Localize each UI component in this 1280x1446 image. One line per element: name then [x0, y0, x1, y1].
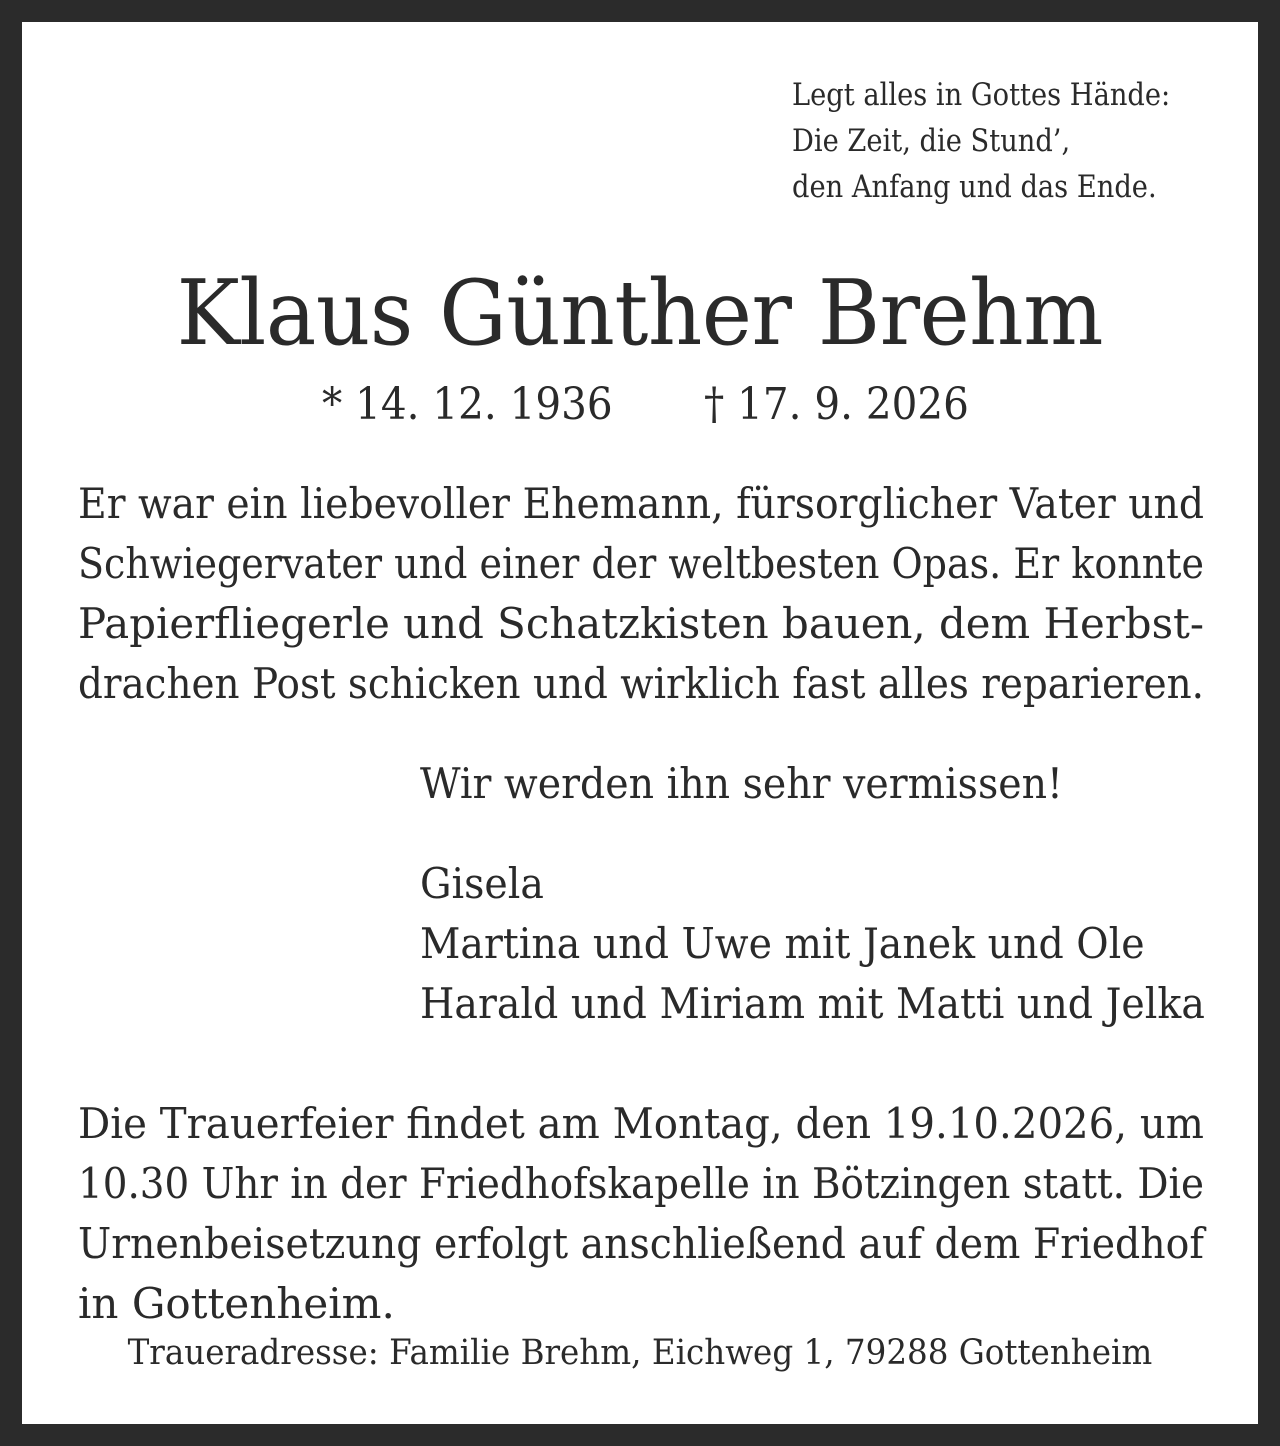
- motto-verse: [792, 72, 1170, 210]
- obituary-notice: [22, 22, 1258, 1424]
- mourner-entry: Harald und Miriam mit Matti und Jelka: [420, 979, 1205, 1028]
- tagline: Wir werden ihn sehr vermissen!: [420, 759, 1063, 808]
- tribute-paragraph: [78, 474, 1204, 714]
- mourner-entry: Martina und Uwe mit Janek und Ole: [420, 919, 1145, 968]
- motto-line: den Anfang und das Ende.: [792, 169, 1157, 205]
- tribute-line: Papierfliegerle und Schatzkisten bauen, dem Herbst-: [78, 599, 1205, 648]
- motto-line: Legt alles in Gottes Hände:: [792, 77, 1171, 113]
- mourning-address-text: Traueradresse: Familie Brehm, Eichweg 1, 79288 Gottenheim: [127, 1333, 1153, 1373]
- mourners-list: [420, 854, 1205, 1034]
- mourner-entry: Gisela: [420, 859, 544, 908]
- death-date: † 17. 9. 2026: [704, 379, 969, 430]
- tribute-line: drachen Post schicken und wirklich fast alles reparieren.: [78, 659, 1205, 708]
- tribute-line: Schwiegervater und einer der weltbesten Opas. Er konnte: [78, 539, 1204, 588]
- birth-date: * 14. 12. 1936: [322, 379, 613, 430]
- motto-line: Die Zeit, die Stund’,: [792, 123, 1071, 159]
- service-line: Urnenbeisetzung erfolgt anschließend auf dem Friedhof: [78, 1219, 1204, 1268]
- deceased-name-text: Klaus Günther Brehm: [176, 261, 1104, 366]
- service-line: 10.30 Uhr in der Friedhofskapelle in Bötzingen statt. Die: [78, 1159, 1204, 1208]
- service-line: Die Trauerfeier findet am Montag, den 19.10.2026, um: [78, 1099, 1204, 1148]
- mourning-address: [22, 1328, 1258, 1378]
- tribute-line: Er war ein liebevoller Ehemann, fürsorglicher Vater und: [78, 479, 1205, 528]
- service-paragraph: [78, 1094, 1204, 1334]
- service-line: in Gottenheim.: [78, 1279, 395, 1328]
- deceased-name: [22, 261, 1258, 366]
